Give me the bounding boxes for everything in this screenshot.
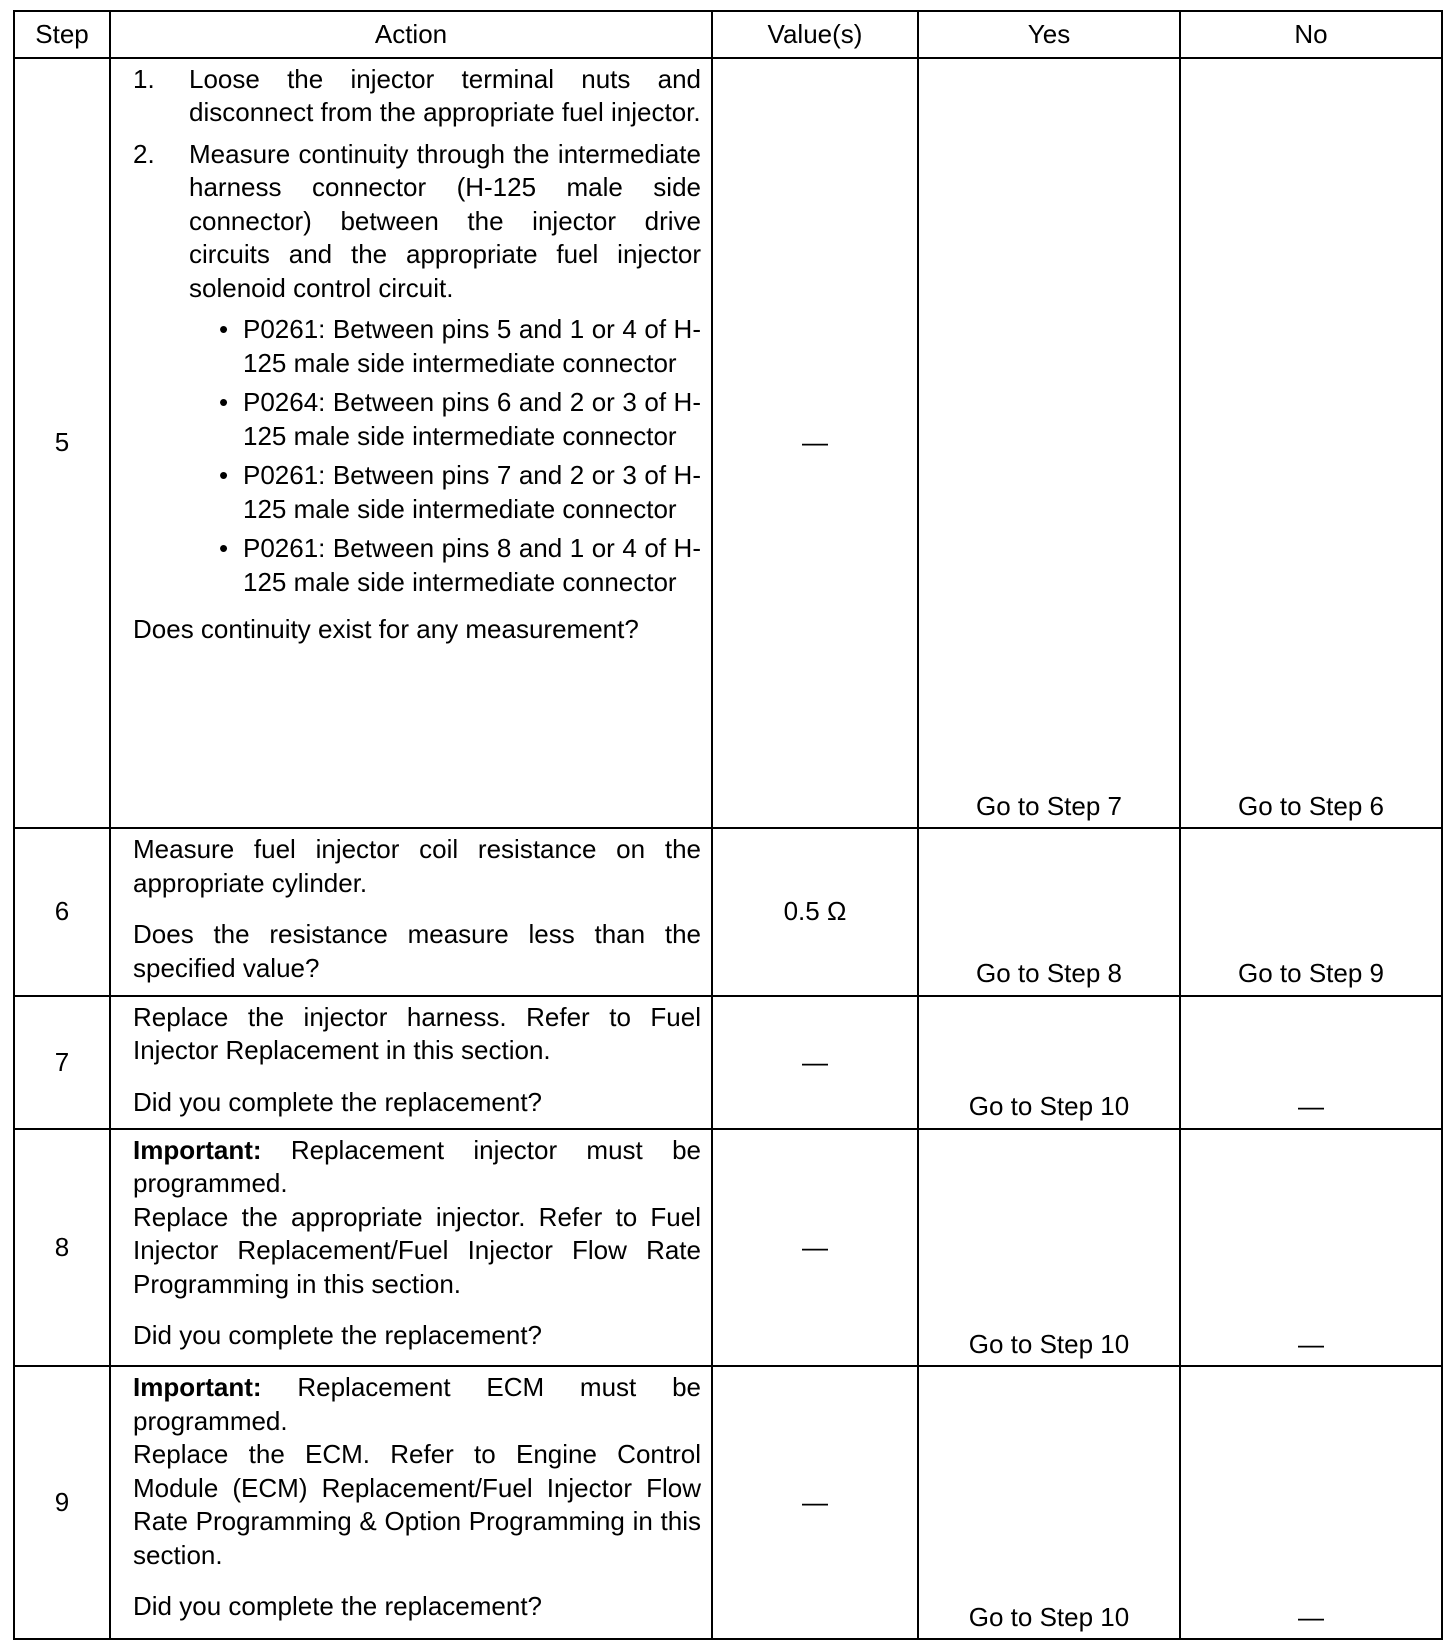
important-text: Replacement injector must be programmed. — [133, 1134, 701, 1199]
step-number: 5 — [14, 58, 110, 828]
bullet-icon: • — [219, 533, 229, 564]
action-text: Replace the appropriate injector. Refer to Fuel Injector Replacement/Fuel Injector Flow Rate Programming in this section. — [133, 1201, 701, 1299]
action-cell — [110, 58, 712, 828]
important-label: Important: — [133, 1134, 262, 1165]
table-row — [14, 996, 1442, 1129]
action-text: Replace the injector harness. Refer to Fuel Injector Replacement in this section. — [133, 1001, 701, 1066]
step-number: 6 — [14, 828, 110, 996]
important-text: Replacement ECM must be programmed. — [133, 1372, 701, 1436]
important-note — [133, 1134, 701, 1201]
header-yes: Yes — [918, 11, 1180, 58]
value-cell: 0.5 Ω — [712, 828, 918, 996]
header-row — [14, 11, 1442, 58]
bullet-text: P0261: Between pins 5 and 1 or 4 of H-125 male side intermediate connector — [243, 314, 701, 378]
action-cell — [110, 1366, 712, 1639]
value-cell: — — [712, 1129, 918, 1367]
header-values: Value(s) — [712, 11, 918, 58]
yes-cell: Go to Step 10 — [918, 1366, 1180, 1639]
yes-cell: Go to Step 8 — [918, 828, 1180, 996]
bullet-text: P0261: Between pins 7 and 2 or 3 of H-125 male side intermediate connector — [243, 460, 701, 524]
bullet-icon: • — [219, 314, 229, 345]
value-cell: — — [712, 996, 918, 1129]
table-row — [14, 1129, 1442, 1367]
question-text: Did you complete the replacement? — [133, 1320, 543, 1351]
value-cell: — — [712, 1366, 918, 1639]
action-cell — [110, 1129, 712, 1367]
table-row — [14, 828, 1442, 996]
header-no: No — [1180, 11, 1442, 58]
numbered-item — [133, 138, 701, 306]
bullet-item — [133, 313, 701, 380]
bullet-item — [133, 532, 701, 599]
bullet-icon: • — [219, 387, 229, 418]
diagnostic-steps-table — [13, 10, 1443, 1640]
step-number: 8 — [14, 1129, 110, 1367]
item-number: 1. — [133, 63, 155, 94]
bullet-text: P0264: Between pins 6 and 2 or 3 of H-125 male side intermediate connector — [243, 387, 701, 451]
question-text: Does continuity exist for any measurement? — [133, 614, 639, 645]
item-text: Measure continuity through the intermediate harness connector (H-125 male side connector) between the injector drive circuits and the appropriate fuel injector solenoid control circuit. — [189, 138, 701, 303]
no-cell: — — [1180, 1129, 1442, 1367]
yes-cell: Go to Step 10 — [918, 1129, 1180, 1367]
question-text: Did you complete the replacement? — [133, 1086, 543, 1117]
action-text: Measure fuel injector coil resistance on the appropriate cylinder. — [133, 834, 701, 898]
numbered-item — [133, 63, 701, 130]
bullet-icon: • — [219, 460, 229, 491]
no-cell: — — [1180, 1366, 1442, 1639]
table-row — [14, 58, 1442, 828]
step-number: 7 — [14, 996, 110, 1129]
question-text: Does the resistance measure less than the specified value? — [133, 919, 701, 983]
bullet-item — [133, 459, 701, 526]
step-number: 9 — [14, 1366, 110, 1639]
value-cell: — — [712, 58, 918, 828]
important-label: Important: — [133, 1372, 262, 1403]
table-row — [14, 1366, 1442, 1639]
action-cell — [110, 996, 712, 1129]
no-cell: Go to Step 6 — [1180, 58, 1442, 828]
action-cell — [110, 828, 712, 996]
no-cell: Go to Step 9 — [1180, 828, 1442, 996]
item-text: Loose the injector terminal nuts and disconnect from the appropriate fuel injector. — [189, 63, 701, 128]
no-cell: — — [1180, 996, 1442, 1129]
header-action: Action — [110, 11, 712, 58]
header-step: Step — [14, 11, 110, 58]
yes-cell: Go to Step 10 — [918, 996, 1180, 1129]
bullet-item — [133, 386, 701, 453]
question-text: Did you complete the replacement? — [133, 1591, 543, 1622]
important-note — [133, 1371, 701, 1438]
bullet-text: P0261: Between pins 8 and 1 or 4 of H-125 male side intermediate connector — [243, 533, 701, 597]
yes-cell: Go to Step 7 — [918, 58, 1180, 828]
item-number: 2. — [133, 138, 155, 169]
action-text: Replace the ECM. Refer to Engine Control Module (ECM) Replacement/Fuel Injector Flow Rate Programming & Option Programming in this section. — [133, 1439, 701, 1570]
